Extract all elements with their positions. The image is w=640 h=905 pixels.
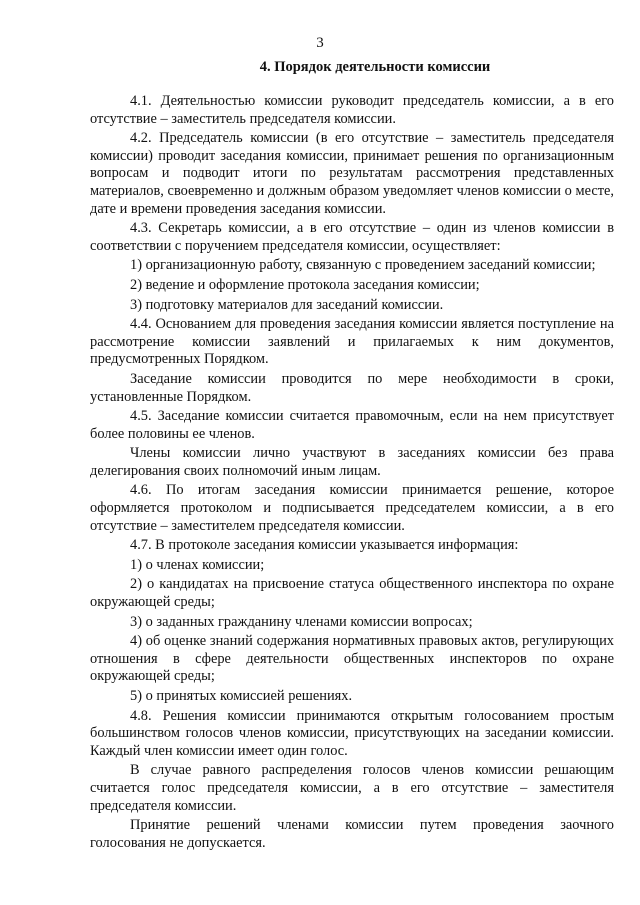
paragraph-4-2: 4.2. Председатель комиссии (в его отсутствие – заместитель председателя комиссии) проводит заседания комиссии, принимает решения по организационным вопросам и подводит итоги по результатам рассмотрения представленных материалов, своевременно и должным образом уведомляет членов комиссии о месте, дате и времени проведения заседания комиссии. [90, 130, 614, 217]
paragraph-4-5-continued: Члены комиссии лично участвуют в заседаниях комиссии без права делегирования своих полномочий иным лицам. [90, 445, 614, 479]
list-item-4-3-3: 3) подготовку материалов для заседаний комиссии. [130, 296, 444, 313]
list-item-4-7-4: 4) об оценке знаний содержания нормативных правовых актов, регулирующих отношения в сфере деятельности общественных инспекторов по охране окружающей среды; [90, 633, 614, 685]
paragraph-4-6: 4.6. По итогам заседания комиссии принимается решение, которое оформляется протоколом и подписывается председателем комиссии, а в его отсутствие – заместителем председателя комиссии. [90, 482, 614, 534]
list-item-4-3-1: 1) организационную работу, связанную с проведением заседаний комиссии; [130, 257, 596, 274]
paragraph-4-8: 4.8. Решения комиссии принимаются открытым голосованием простым большинством голосов членов комиссии, присутствующих на заседании комиссии. Каждый член комиссии имеет один голос. [90, 707, 614, 759]
list-item-4-7-1: 1) о членах комиссии; [130, 556, 265, 573]
paragraph-4-4: 4.4. Основанием для проведения заседания комиссии является поступление на рассмотрение комиссии заявлений и прилагаемых к ним документов, предусмотренных Порядком. [90, 316, 614, 368]
list-item-4-3-2: 2) ведение и оформление протокола заседания комиссии; [130, 276, 480, 293]
paragraph-4-8-continued: В случае равного распределения голосов членов комиссии решающим считается голос председателя комиссии, а в его отсутствие – заместителя председателя комиссии. [90, 762, 614, 814]
paragraph-4-3: 4.3. Секретарь комиссии, а в его отсутствие – один из членов комиссии в соответствии с поручением председателя комиссии, осуществляет: [90, 220, 614, 254]
paragraph-4-4-continued: Заседание комиссии проводится по мере необходимости в сроки, установленные Порядком. [90, 370, 614, 405]
paragraph-4-1: 4.1. Деятельностью комиссии руководит председатель комиссии, а в его отсутствие – заместитель председателя комиссии. [90, 93, 614, 127]
paragraph-4-8-final: Принятие решений членами комиссии путем проведения заочного голосования не допускается. [90, 817, 614, 851]
section-title: 4. Порядок деятельности комиссии [259, 59, 491, 75]
document-body [90, 93, 614, 854]
paragraph-4-5: 4.5. Заседание комиссии считается правомочным, если на нем присутствует более половины ее членов. [90, 408, 614, 442]
page-number: 3 [316, 35, 324, 51]
list-item-4-7-5: 5) о принятых комиссией решениях. [130, 688, 353, 704]
list-item-4-7-3: 3) о заданных гражданину членами комиссии вопросах; [130, 613, 473, 630]
paragraph-4-7: 4.7. В протоколе заседания комиссии указывается информация: [130, 537, 519, 554]
list-item-4-7-2: 2) о кандидатах на присвоение статуса общественного инспектора по охране окружающей среды; [90, 576, 614, 611]
